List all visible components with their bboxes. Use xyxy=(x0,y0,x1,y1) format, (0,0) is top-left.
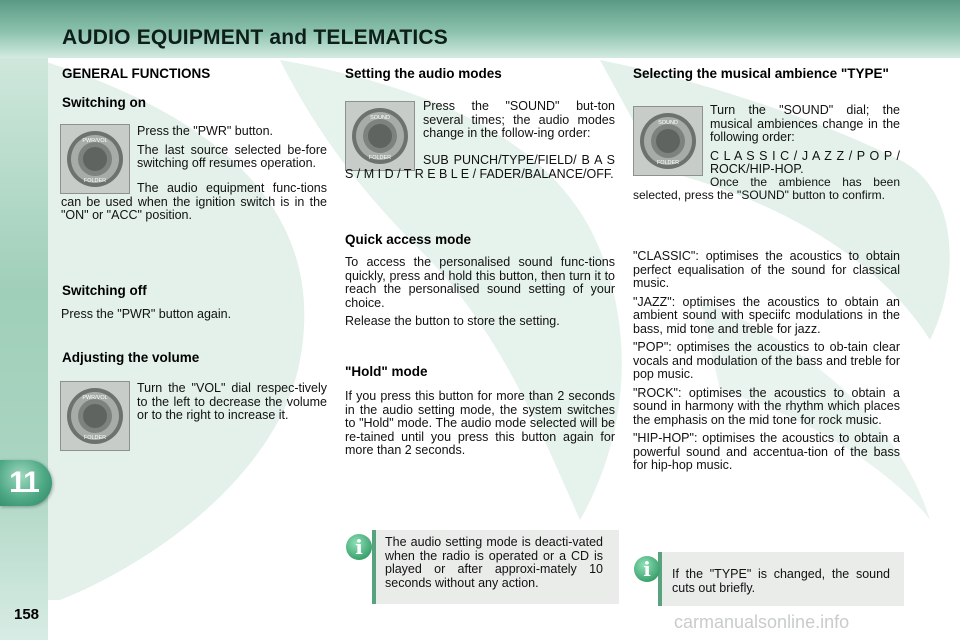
switching-on-text-2 xyxy=(61,182,327,228)
paragraph: The audio equipment func-tions can be used when the ignition switch is in the "ON" or "ACC" position. xyxy=(61,181,327,222)
ambience-hiphop: "HIP-HOP": optimises the acoustics to obtain a powerful sound and accentua-tion of the bass for hip-hop music. xyxy=(633,431,900,472)
ambience-text xyxy=(710,104,900,182)
switching-off-text xyxy=(61,308,327,327)
paragraph: Press the "PWR" button again. xyxy=(61,307,232,321)
dial-label-top: SOUND xyxy=(658,120,678,126)
paragraph: The last source selected be-fore switching off resumes operation. xyxy=(137,142,327,170)
chapter-tab xyxy=(0,460,52,506)
paragraph: C L A S S I C / J A Z Z / P O P / ROCK/HIP-HOP. xyxy=(710,148,900,176)
heading-musical-ambience: Selecting the musical ambience "TYPE" xyxy=(633,66,889,81)
chapter-number: 11 xyxy=(9,466,39,499)
paragraph: To access the personalised sound func-tions quickly, press and hold this button, then turn it to reach the personalised sound setting of your choice. xyxy=(345,255,615,310)
dial-label-bottom: FOLDER xyxy=(656,160,680,166)
paragraph: Press the "PWR" button. xyxy=(137,124,274,138)
info-text-type-change: If the "TYPE" is changed, the sound cuts out briefly. xyxy=(672,567,890,595)
heading-adjusting-volume: Adjusting the volume xyxy=(62,350,200,365)
paragraph: Turn the "SOUND" dial; the musical ambiences change in the following order: xyxy=(710,103,900,144)
vol-dial-icon xyxy=(60,381,130,451)
audio-modes-text xyxy=(423,100,615,146)
info-text-audio-mode: The audio setting mode is deacti-vated when the radio is operated or a CD is played or after approxi-mately 10 seconds without any action. xyxy=(385,535,603,590)
paragraph: Release the button to store the setting. xyxy=(345,314,560,328)
ambience-pop: "POP": optimises the acoustics to ob-tain clear vocals and modulation of the bass and treble for pop music. xyxy=(633,340,900,381)
ambience-confirm-text xyxy=(633,176,900,207)
dial-label-top: PWR/VOL xyxy=(82,138,108,144)
volume-text xyxy=(137,382,327,428)
side-strip xyxy=(0,58,48,640)
paragraph: Turn the "VOL" dial respec-tively to the left to decrease the volume or to the right to increase it. xyxy=(137,381,327,422)
dial-label-top: PWR/VOL xyxy=(82,395,108,401)
paragraph: Once the ambience has been selected, press the "SOUND" button to confirm. xyxy=(633,175,900,202)
page-title: AUDIO EQUIPMENT and TELEMATICS xyxy=(62,26,448,49)
hold-mode-text xyxy=(345,390,615,463)
quick-access-text xyxy=(345,256,615,334)
info-icon: i xyxy=(634,556,660,582)
type-dial-icon xyxy=(633,106,703,176)
heading-quick-access: Quick access mode xyxy=(345,232,472,247)
ambience-rock: "ROCK": optimises the acoustics to obtain a sound in harmony with the rhythm which places the emphasis on the mid tone for rock music. xyxy=(633,385,900,427)
heading-hold-mode: "Hold" mode xyxy=(345,364,428,379)
ambience-jazz: "JAZZ": optimises the acoustics to obtain an ambient sound with speciifc modulations in the bass, mid tone and treble for jazz. xyxy=(633,294,900,336)
page-number: 158 xyxy=(14,606,40,623)
dial-label-bottom: FOLDER xyxy=(83,178,107,184)
switching-on-text xyxy=(137,125,327,176)
dial-label-top: SOUND xyxy=(370,115,390,121)
ambience-classic: "CLASSIC": optimises the acoustics to obtain perfect equalisation of the sound for classical music. xyxy=(633,249,900,290)
audio-modes-order xyxy=(345,154,615,186)
heading-switching-on: Switching on xyxy=(62,95,146,110)
info-icon: i xyxy=(346,534,372,560)
paragraph: SUB PUNCH/TYPE/FIELD/ B A S S / M I D / T R E B L E / FADER/BALANCE/OFF. xyxy=(345,153,615,181)
dial-label-bottom: FOLDER xyxy=(83,435,107,441)
paragraph: If you press this button for more than 2 seconds in the audio setting mode, the system switches to "Hold" mode. The audio mode selected will be re-tained until you press this button again for more than 2 seconds. xyxy=(345,389,615,457)
heading-switching-off: Switching off xyxy=(62,283,147,298)
page-header xyxy=(0,0,960,58)
dial-label-bottom: FOLDER xyxy=(368,155,392,161)
ambience-descriptions xyxy=(633,250,900,478)
paragraph: Press the "SOUND" but-ton several times; the audio modes change in the follow-ing order: xyxy=(423,99,615,140)
heading-audio-modes: Setting the audio modes xyxy=(345,66,502,81)
section-title-general-functions: GENERAL FUNCTIONS xyxy=(62,66,211,81)
watermark: carmanualsonline.info xyxy=(674,612,850,632)
